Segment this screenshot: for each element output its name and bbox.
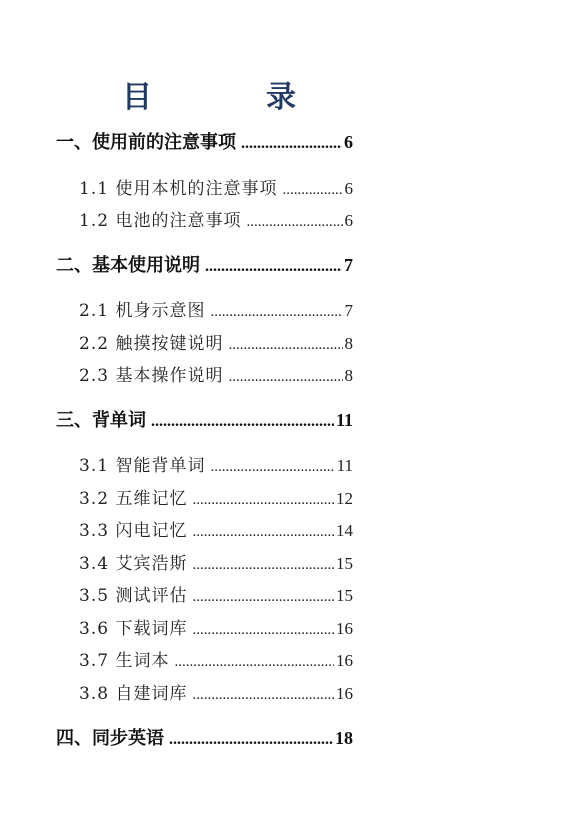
- toc-entry-3-6[interactable]: [79, 614, 353, 638]
- toc-page-number: 7: [344, 255, 353, 275]
- toc-entry-2-3[interactable]: [79, 361, 353, 385]
- toc-entry-2-1[interactable]: [79, 296, 353, 320]
- toc-leader-dots: [169, 731, 333, 748]
- toc-leader-dots: [210, 304, 342, 320]
- toc-page-number: 14: [336, 521, 353, 540]
- toc-leader-dots: [192, 557, 334, 573]
- toc-entry-3-1[interactable]: [79, 451, 353, 475]
- title-char-1: 目: [122, 80, 152, 115]
- toc-entry-label: 3.4 艾宾浩斯: [79, 554, 188, 573]
- toc-entry-label: 2.1 机身示意图: [79, 301, 206, 320]
- toc-page-number: 6: [344, 132, 353, 152]
- toc-entry-label: 3.2 五维记忆: [79, 489, 188, 508]
- toc-page-number: 11: [335, 410, 353, 430]
- toc-entry-3[interactable]: [56, 406, 353, 430]
- toc-leader-dots: [192, 687, 334, 703]
- toc-entry-1-2[interactable]: [79, 206, 353, 230]
- toc-leader-dots: [228, 369, 342, 385]
- toc-page-number: 15: [336, 586, 353, 605]
- toc-entry-label: 3.5 测试评估: [79, 586, 188, 605]
- toc-leader-dots: [192, 524, 334, 540]
- toc-page-number: 16: [336, 619, 353, 638]
- toc-entry-label: 四、同步英语: [56, 728, 164, 748]
- toc-entry-label: 3.7 生词本: [79, 651, 170, 670]
- toc-entry-1[interactable]: [56, 128, 353, 152]
- toc-entry-label: 1.1 使用本机的注意事项: [79, 179, 278, 198]
- toc-page-number: 15: [336, 554, 353, 573]
- toc-entry-2[interactable]: [56, 251, 353, 275]
- toc-leader-dots: [151, 413, 334, 430]
- toc-page-number: 12: [336, 489, 353, 508]
- toc-leader-dots: [246, 214, 342, 230]
- page-title: [0, 72, 579, 115]
- toc-entry-label: 2.3 基本操作说明: [79, 366, 224, 385]
- toc-entry-3-4[interactable]: [79, 549, 353, 573]
- toc-entry-label: 1.2 电池的注意事项: [79, 211, 242, 230]
- toc-leader-dots: [205, 258, 342, 275]
- toc-entry-1-1[interactable]: [79, 174, 353, 198]
- toc-entry-3-7[interactable]: [79, 646, 353, 670]
- toc-entry-label: 2.2 触摸按键说明: [79, 334, 224, 353]
- toc-leader-dots: [192, 492, 334, 508]
- toc-entry-label: 3.6 下载词库: [79, 619, 188, 638]
- toc-leader-dots: [192, 589, 334, 605]
- toc-leader-dots: [174, 654, 334, 670]
- toc-entry-3-3[interactable]: [79, 516, 353, 540]
- toc-page-number: 6: [344, 211, 353, 230]
- toc-leader-dots: [192, 622, 334, 638]
- toc-entry-4[interactable]: [56, 724, 353, 748]
- toc-entry-3-5[interactable]: [79, 581, 353, 605]
- toc-page-number: 7: [344, 301, 353, 320]
- toc-leader-dots: [282, 182, 342, 198]
- toc-page-number: 16: [336, 651, 353, 670]
- toc-page-number: 11: [336, 456, 353, 475]
- toc-leader-dots: [228, 337, 342, 353]
- toc-entry-label: 一、使用前的注意事项: [56, 132, 236, 152]
- toc-entry-label: 3.1 智能背单词: [79, 456, 206, 475]
- toc-entry-2-2[interactable]: [79, 329, 353, 353]
- toc-page-number: 18: [335, 728, 353, 748]
- toc-entry-label: 3.3 闪电记忆: [79, 521, 188, 540]
- toc-page-number: 6: [344, 179, 353, 198]
- toc-leader-dots: [241, 135, 342, 152]
- toc-page-number: 16: [336, 684, 353, 703]
- title-char-2: 录: [266, 80, 296, 115]
- toc-entry-label: 3.8 自建词库: [79, 684, 188, 703]
- toc-entry-label: 二、基本使用说明: [56, 255, 200, 275]
- toc-entry-label: 三、背单词: [56, 410, 146, 430]
- toc-page-number: 8: [344, 334, 353, 353]
- toc-entry-3-2[interactable]: [79, 484, 353, 508]
- toc-page-number: 8: [344, 366, 353, 385]
- toc-leader-dots: [210, 459, 334, 475]
- toc-entry-3-8[interactable]: [79, 679, 353, 703]
